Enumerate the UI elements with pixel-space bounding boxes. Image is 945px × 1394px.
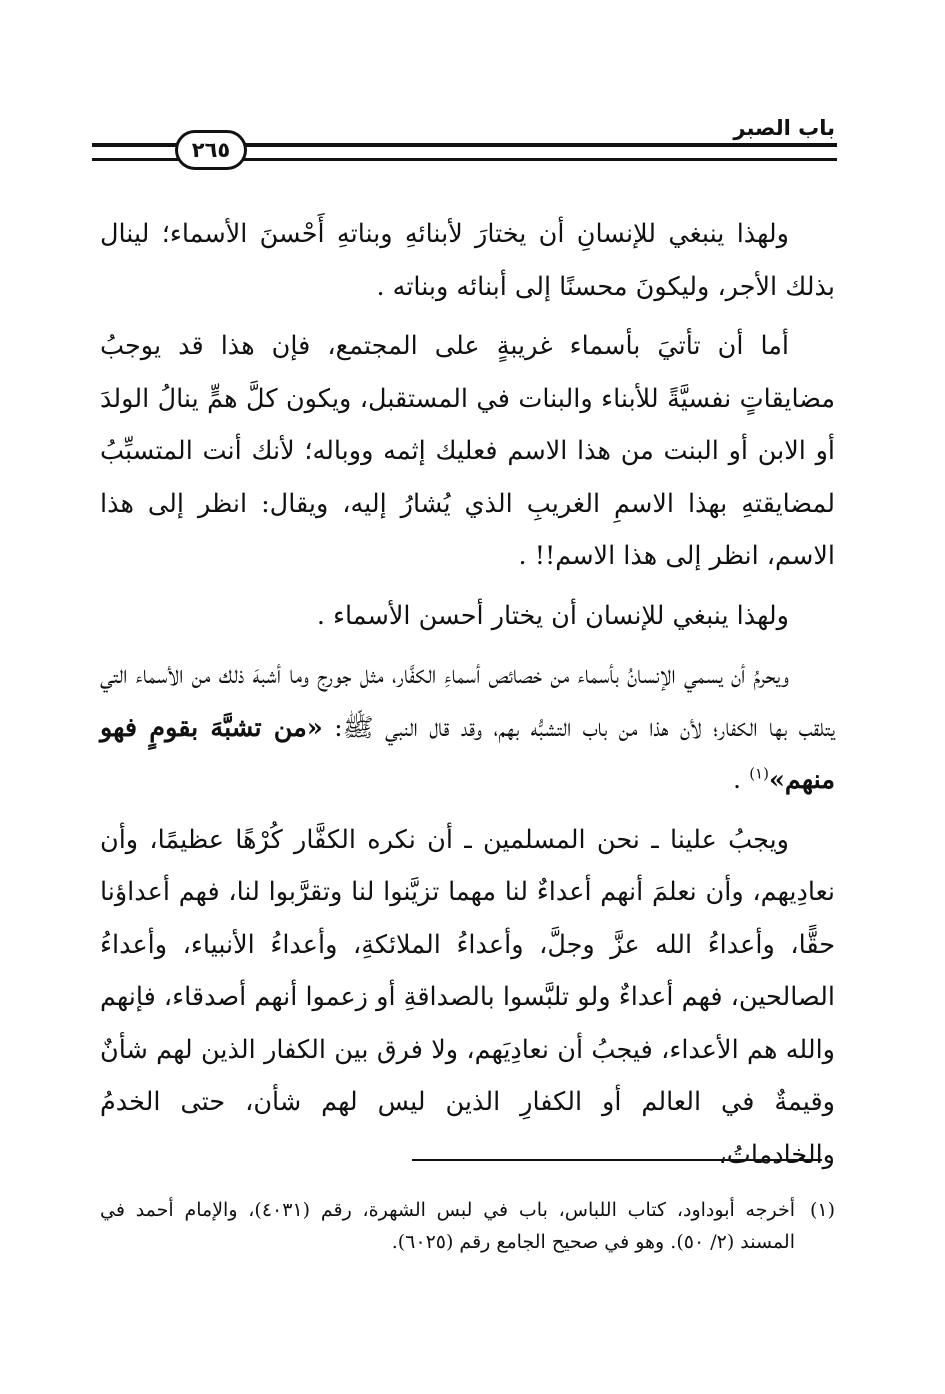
paragraph-2: أما أن تأتيَ بأسماء غريبةٍ على المجتمع، فإن هذا قد يوجبُ مضايقاتٍ نفسيَّةً للأبناء والبنات في المستقبل، ويكون كلَّ همٍّ ينالُ الولدَ أو الابن أو البنت من هذا الاسم فعليك إثمه ووباله؛ لأنك أنت المتسبِّبُ لمضايقتهِ بهذا الاسمِ الغريبِ الذي يُشارُ إليه، ويقال: انظر إلى هذا الاسم، انظر إلى هذا الاسم!! . bbox=[100, 331, 835, 571]
paragraph-3: ولهذا ينبغي للإنسان أن يختار أحسن الأسماء . bbox=[316, 600, 789, 631]
running-title: باب الصبر bbox=[733, 116, 835, 140]
paragraph-4-text: ويحرمُ أن يسمي الإنسانُ بأسماء من خصائص أسماءِ الكفَّار، مثل جورج وما أشبهَ ذلك من الأسماء التي يتلقب بها الكفار؛ لأن هذا من باب التشبُّه بهم، وقد قال النبي ﷺ: bbox=[100, 660, 835, 743]
footnote-number: (١) bbox=[809, 1199, 835, 1221]
paragraph-4 bbox=[100, 649, 835, 807]
page-number: ٢٦٥ bbox=[175, 130, 247, 170]
footnotes bbox=[100, 1194, 835, 1258]
footnote-reference: (١) bbox=[749, 764, 769, 783]
footnote-text: أخرجه أبوداود، كتاب اللباس، باب في لبس الشهرة، رقم (٤٠٣١)، والإمام أحمد في المسند (٢/ ٥٠). وهو في صحيح الجامع رقم (٦٠٢٥). bbox=[100, 1199, 795, 1253]
footnote bbox=[100, 1194, 835, 1258]
body-text bbox=[100, 208, 835, 1181]
paragraph-1: ولهذا ينبغي للإنسانِ أن يختارَ لأبنائهِ وبناتهِ أَحْسنَ الأسماء؛ لينال بذلك الأجر، وليكونَ محسنًا إلى أبنائه وبناته . bbox=[100, 219, 835, 302]
hadith-quote: «من تشبَّهَ بقومٍ فهو منهم» bbox=[100, 712, 835, 795]
paragraph-5: ويجبُ علينا ـ نحن المسلمين ـ أن نكره الكفَّار كُرْهًا عظيمًا، وأن نعادِيهم، وأن نعلمَ أنهم أعداءٌ لنا مهما تزيَّنوا لنا وتقرَّبوا لنا، فهم أعداؤنا حقًّا، وأعداءُ الله عزَّ وجلَّ، وأعداءُ الملائكةِ، وأعداءُ الأنبياء، وأعداءُ الصالحين، فهم أعداءٌ ولو تلبَّسوا بالصداقةِ أو زعموا أنهم أصدقاء، فإنهم والله هم الأعداء، فيجبُ أن نعادِيَهم، ولا فرق بين الكفار الذين لهم شأنٌ وقيمةٌ في العالم أو الكفارِ الذين ليس لهم شأن، حتى الخدمُ والخادماتُ، bbox=[100, 824, 835, 1170]
footnote-separator bbox=[412, 1159, 822, 1161]
paragraph-4-end: . bbox=[732, 765, 750, 795]
